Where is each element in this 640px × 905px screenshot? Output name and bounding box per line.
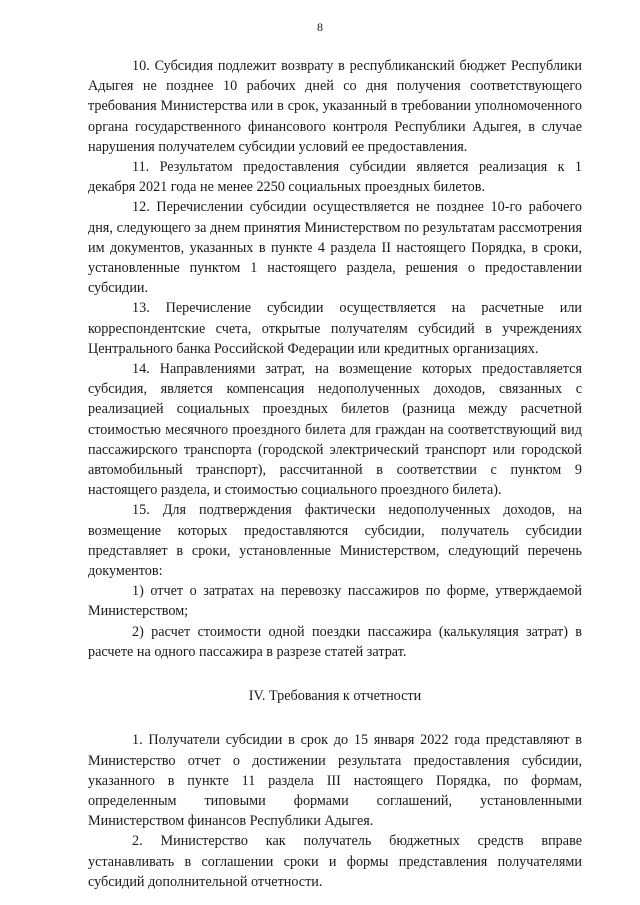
paragraph-3-10: 10. Субсидия подлежит возврату в республиканский бюджет Республики Адыгея не позднее 10 рабочих дней со дня получения соответствующего требования Министерства или в срок, указанный в требовании уполномоченного органа государственного финансового контроля Республики Адыгея, в случае нарушения получателем субсидии условий ее предоставления.	[88, 58, 582, 155]
paragraph-3-12: 12. Перечислении субсидии осуществляется не позднее 10-го рабочего дня, следующего за днем принятия Министерством по результатам рассмотрения им документов, указанных в пункте 4 раздела II настоящего Порядка, в сроки, установленные пунктом 1 настоящего раздела, решения о предоставлении субсидии.	[88, 199, 582, 297]
paragraph-4-2: 2. Министерство как получатель бюджетных средств вправе устанавливать в соглашении сроки и формы представления получателями субсидий дополнительной отчетности.	[88, 833, 582, 890]
list-item-1: 1) отчет о затратах на перевозку пассажиров по форме, утверждаемой Министерством;	[88, 583, 582, 620]
paragraph-4-1: 1. Получатели субсидии в срок до 15 января 2022 года представляют в Министерство отчет о достижении результата предоставления субсидии, указанного в пункте 11 раздела III настоящего Порядка, по формам, определенным типовыми формами соглашений, установленными Министерством финансов Республики Адыгея.	[88, 732, 582, 830]
list-item-2: 2) расчет стоимости одной поездки пассажира (калькуляция затрат) в расчете на одного пассажира в разрезе статей затрат.	[88, 623, 582, 660]
section-title: IV. Требования к отчетности	[248, 688, 422, 705]
paragraph-3-11: 11. Результатом предоставления субсидии является реализация к 1 декабря 2021 года не менее 2250 социальных проездных билетов.	[88, 159, 582, 196]
paragraph-3-15: 15. Для подтверждения фактически недополученных доходов, на возмещение которых предоставляются субсидии, получатель субсидии представляет в сроки, установленные Министерством, следующий перечень документов:	[88, 502, 582, 580]
paragraph-3-14: 14. Направлениями затрат, на возмещение которых предоставляется субсидия, является компенсация недополученных доходов, связанных с реализацией социальных проездных билетов (разница между расчетной стоимостью месячного проездного билета для граждан на соответствующий вид пассажирского транспорта (городской электрический транспорт или городской автомобильный транспорт), рассчитанной в соответствии с пунктом 9 настоящего раздела, и стоимостью социального проездного билета).	[88, 361, 582, 499]
page-number: 8	[317, 20, 323, 34]
paragraph-3-13: 13. Перечисление субсидии осуществляется на расчетные или корреспондентские счета, открытые получателям субсидий в учреждениях Центрального банка Российской Федерации или кредитных организациях.	[88, 300, 582, 357]
document-body	[88, 56, 582, 892]
